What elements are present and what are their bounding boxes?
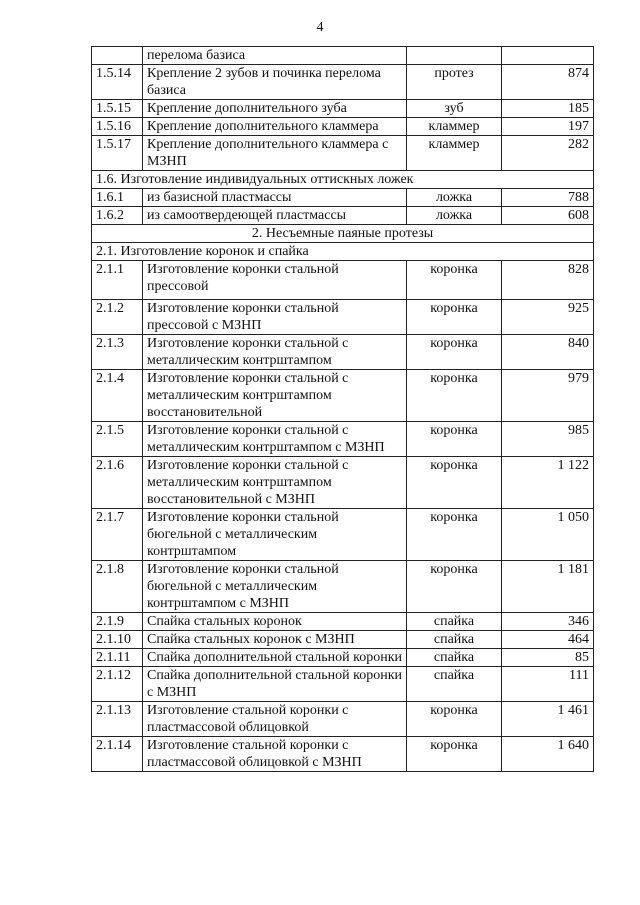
item-code bbox=[92, 47, 143, 65]
item-code: 1.5.14 bbox=[92, 65, 143, 100]
item-unit: коронка bbox=[407, 261, 502, 300]
table-row bbox=[92, 509, 594, 561]
item-unit: кламмер bbox=[407, 136, 502, 171]
table-row bbox=[92, 457, 594, 509]
item-unit: коронка bbox=[407, 335, 502, 370]
item-unit: спайка bbox=[407, 667, 502, 702]
table-row bbox=[92, 631, 594, 649]
item-name: Спайка дополнительной стальной коронки с МЗНП bbox=[143, 667, 407, 702]
item-name: Крепление дополнительного кламмера bbox=[143, 118, 407, 136]
item-name: Изготовление коронки стальной прессовой с МЗНП bbox=[143, 300, 407, 335]
section-title: 2. Несъемные паяные протезы bbox=[92, 225, 594, 243]
item-code: 1.6.2 bbox=[92, 207, 143, 225]
item-code: 2.1.4 bbox=[92, 370, 143, 422]
table-row bbox=[92, 118, 594, 136]
table-row bbox=[92, 702, 594, 737]
item-code: 2.1.13 bbox=[92, 702, 143, 737]
item-code: 2.1.6 bbox=[92, 457, 143, 509]
item-price: 874 bbox=[502, 65, 594, 100]
item-code: 1.5.17 bbox=[92, 136, 143, 171]
item-unit: коронка bbox=[407, 509, 502, 561]
item-name: Спайка дополнительной стальной коронки bbox=[143, 649, 407, 667]
table-row bbox=[92, 136, 594, 171]
item-unit: кламмер bbox=[407, 118, 502, 136]
item-price: 608 bbox=[502, 207, 594, 225]
item-name: Спайка стальных коронок bbox=[143, 613, 407, 631]
item-unit: спайка bbox=[407, 631, 502, 649]
item-code: 2.1.14 bbox=[92, 737, 143, 772]
item-price: 985 bbox=[502, 422, 594, 457]
table-row bbox=[92, 667, 594, 702]
table-row bbox=[92, 737, 594, 772]
item-name: из самоотвердеющей пластмассы bbox=[143, 207, 407, 225]
item-name: Изготовление коронки стальной прессовой bbox=[143, 261, 407, 300]
item-name: Изготовление коронки стальной с металлическим контрштампом bbox=[143, 335, 407, 370]
item-name: Изготовление стальной коронки с пластмассовой облицовкой bbox=[143, 702, 407, 737]
item-unit: коронка bbox=[407, 457, 502, 509]
item-price: 828 bbox=[502, 261, 594, 300]
section-row bbox=[92, 225, 594, 243]
section-row bbox=[92, 243, 594, 261]
item-code: 2.1.5 bbox=[92, 422, 143, 457]
item-unit bbox=[407, 47, 502, 65]
item-price: 1 640 bbox=[502, 737, 594, 772]
item-unit: спайка bbox=[407, 649, 502, 667]
item-price: 185 bbox=[502, 100, 594, 118]
item-name: из базисной пластмассы bbox=[143, 189, 407, 207]
item-price: 1 122 bbox=[502, 457, 594, 509]
section-title: 2.1. Изготовление коронок и спайка bbox=[92, 243, 594, 261]
table-row bbox=[92, 613, 594, 631]
price-table bbox=[91, 46, 594, 772]
item-unit: протез bbox=[407, 65, 502, 100]
item-unit: ложка bbox=[407, 189, 502, 207]
item-price: 464 bbox=[502, 631, 594, 649]
item-name: Изготовление коронки стальной с металлическим контрштампом восстановительной bbox=[143, 370, 407, 422]
item-price: 1 461 bbox=[502, 702, 594, 737]
item-unit: зуб bbox=[407, 100, 502, 118]
item-code: 2.1.3 bbox=[92, 335, 143, 370]
table-row bbox=[92, 47, 594, 65]
item-name: Изготовление коронки стальной бюгельной с металлическим контрштампом bbox=[143, 509, 407, 561]
table-row bbox=[92, 649, 594, 667]
item-price: 840 bbox=[502, 335, 594, 370]
item-name: перелома базиса bbox=[143, 47, 407, 65]
item-code: 2.1.8 bbox=[92, 561, 143, 613]
item-price: 788 bbox=[502, 189, 594, 207]
item-code: 1.6.1 bbox=[92, 189, 143, 207]
item-price: 346 bbox=[502, 613, 594, 631]
item-code: 2.1.11 bbox=[92, 649, 143, 667]
item-name: Изготовление стальной коронки с пластмассовой облицовкой с МЗНП bbox=[143, 737, 407, 772]
item-unit: коронка bbox=[407, 422, 502, 457]
item-price: 1 181 bbox=[502, 561, 594, 613]
item-unit: коронка bbox=[407, 561, 502, 613]
section-row bbox=[92, 171, 594, 189]
item-price: 979 bbox=[502, 370, 594, 422]
section-title: 1.6. Изготовление индивидуальных оттискных ложек bbox=[92, 171, 594, 189]
item-price: 111 bbox=[502, 667, 594, 702]
table-row bbox=[92, 207, 594, 225]
item-code: 2.1.2 bbox=[92, 300, 143, 335]
item-price: 197 bbox=[502, 118, 594, 136]
item-name: Крепление дополнительного кламмера с МЗНП bbox=[143, 136, 407, 171]
item-unit: коронка bbox=[407, 702, 502, 737]
item-code: 2.1.7 bbox=[92, 509, 143, 561]
item-price: 925 bbox=[502, 300, 594, 335]
item-name: Изготовление коронки стальной с металлическим контрштампом восстановительной с МЗНП bbox=[143, 457, 407, 509]
item-name: Крепление 2 зубов и починка перелома базиса bbox=[143, 65, 407, 100]
table-row bbox=[92, 335, 594, 370]
item-unit: ложка bbox=[407, 207, 502, 225]
item-code: 2.1.12 bbox=[92, 667, 143, 702]
item-code: 1.5.16 bbox=[92, 118, 143, 136]
item-price: 1 050 bbox=[502, 509, 594, 561]
item-name: Спайка стальных коронок с МЗНП bbox=[143, 631, 407, 649]
item-name: Изготовление коронки стальной с металлическим контрштампом с МЗНП bbox=[143, 422, 407, 457]
page-number: 4 bbox=[316, 20, 324, 35]
table-row bbox=[92, 300, 594, 335]
table-row bbox=[92, 100, 594, 118]
item-unit: спайка bbox=[407, 613, 502, 631]
price-table-body bbox=[92, 47, 594, 772]
item-price: 282 bbox=[502, 136, 594, 171]
item-code: 2.1.9 bbox=[92, 613, 143, 631]
item-name: Изготовление коронки стальной бюгельной с металлическим контрштампом с МЗНП bbox=[143, 561, 407, 613]
table-row bbox=[92, 370, 594, 422]
table-row bbox=[92, 261, 594, 300]
table-row bbox=[92, 561, 594, 613]
item-code: 1.5.15 bbox=[92, 100, 143, 118]
item-code: 2.1.1 bbox=[92, 261, 143, 300]
item-code: 2.1.10 bbox=[92, 631, 143, 649]
item-price: 85 bbox=[502, 649, 594, 667]
item-unit: коронка bbox=[407, 737, 502, 772]
table-row bbox=[92, 422, 594, 457]
item-price bbox=[502, 47, 594, 65]
table-row bbox=[92, 65, 594, 100]
table-row bbox=[92, 189, 594, 207]
item-name: Крепление дополнительного зуба bbox=[143, 100, 407, 118]
item-unit: коронка bbox=[407, 300, 502, 335]
item-unit: коронка bbox=[407, 370, 502, 422]
